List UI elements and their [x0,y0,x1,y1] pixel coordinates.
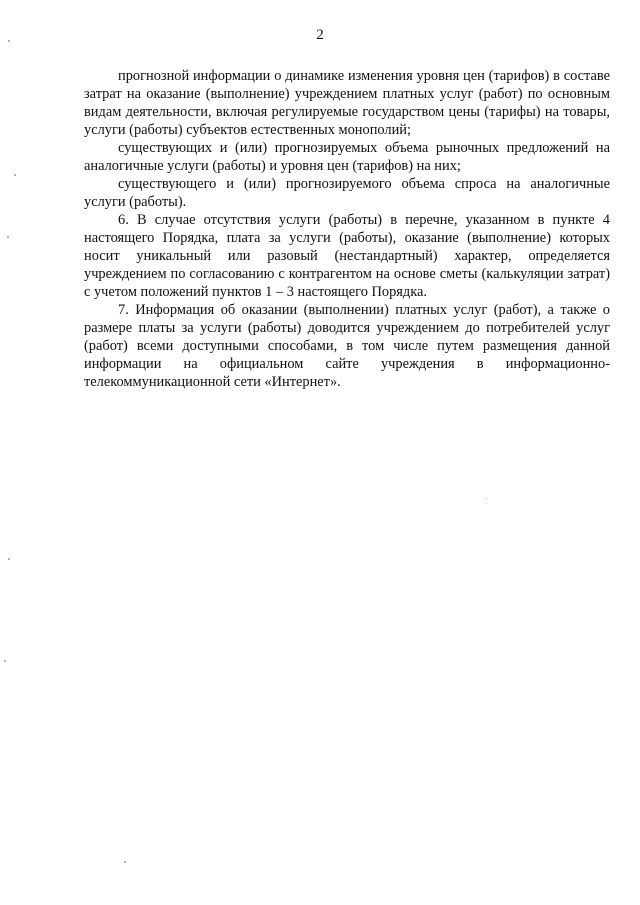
scan-speck [4,660,6,662]
scan-speck [486,498,487,499]
paragraph-demand-volume: существующего и (или) прогнозируемого объема спроса на аналогичные услуги (работы). [84,176,610,210]
paragraph-item-6: 6. В случае отсутствия услуги (работы) в перечне, указанном в пункте 4 настоящего Порядка, плата за услуги (работы), оказание (выполнение) которых носит уникальный или разовый (нестандартный) характер, определяется учреждением по согласованию с контрагентом на основе сметы (калькуляции затрат) с учетом положений пунктов 1 – 3 настоящего Порядка. [84,212,610,300]
page-number: 2 [316,27,324,43]
paragraph-forecast-prices: прогнозной информации о динамике изменения уровня цен (тарифов) в составе затрат на оказание (выполнение) учреждением платных услуг (работ) по основным видам деятельности, включая регулируемые государством цены (тарифы) на товары, услуги (работы) субъектов естественных монополий; [84,68,610,138]
scan-speck [14,174,16,176]
paragraph-item-7: 7. Информация об оказании (выполнении) платных услуг (работ), а также о размере платы за услуги (работы) доводится учреждением до потребителей услуг (работ) всеми доступными способами, в том числе путем размещения данной информации на официальном сайте учреждения в информационно-телекоммуникационной сети «Интернет». [84,302,610,390]
paragraph-market-offers: существующих и (или) прогнозируемых объема рыночных предложений на аналогичные услуги (работы) и уровня цен (тарифов) на них; [84,140,610,174]
scan-speck [8,40,10,42]
scan-speck [7,236,9,238]
body-text [84,67,610,391]
scan-speck [8,558,10,560]
scan-speck [124,861,126,863]
